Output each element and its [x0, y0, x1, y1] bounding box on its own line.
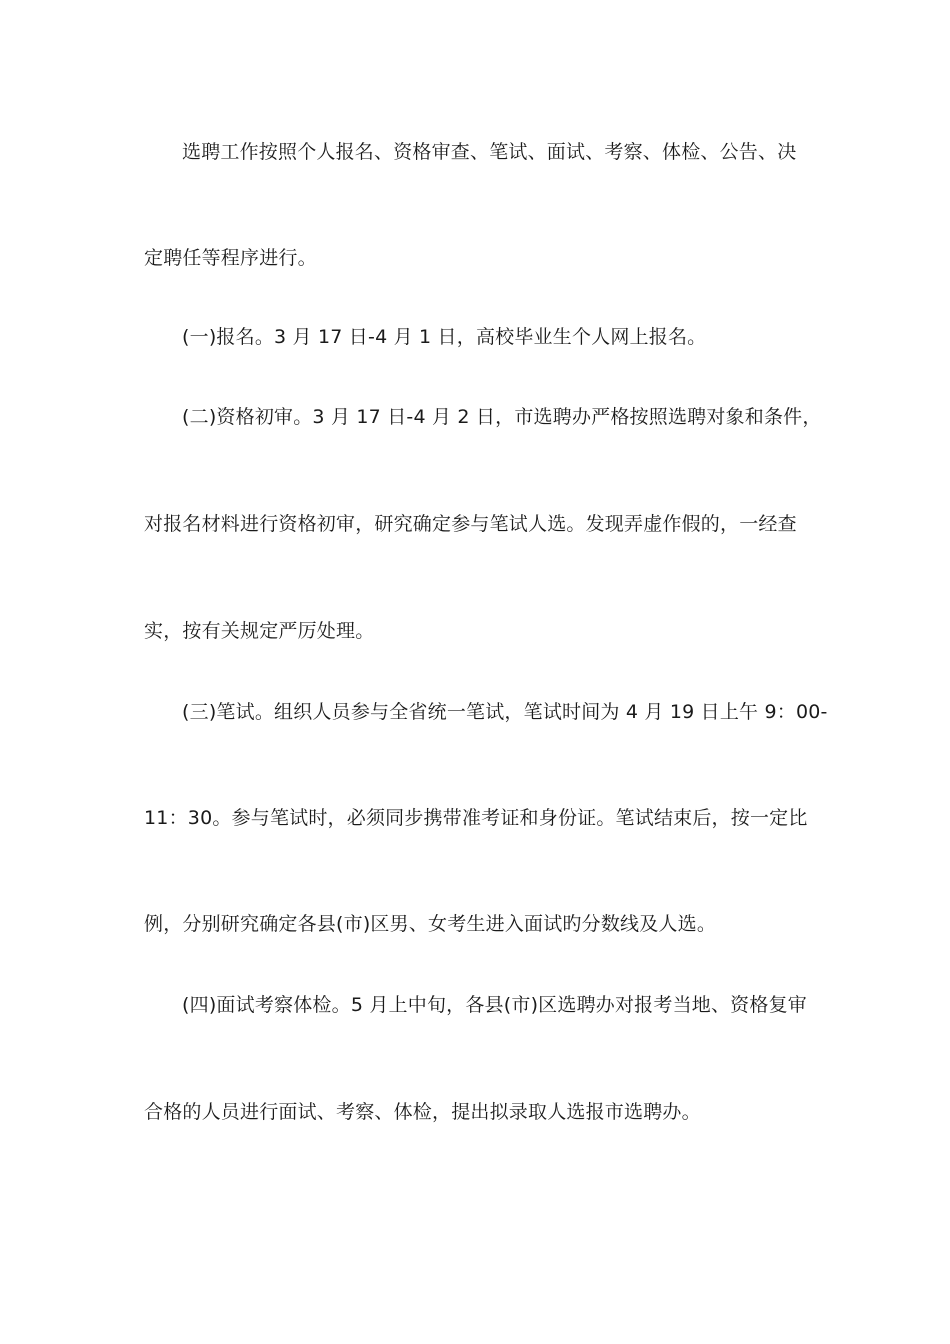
paragraph-interview-line-1: (四)面试考察体检。5 月上中旬，各县(市)区选聘办对报考当地、资格复审: [182, 994, 807, 1016]
paragraph-qualification-line-2: 对报名材料进行资格初审，研究确定参与笔试人选。发现弄虚作假的，一经查: [144, 513, 797, 535]
paragraph-intro-line-1: 选聘工作按照个人报名、资格审查、笔试、面试、考察、体检、公告、决: [182, 141, 797, 163]
paragraph-qualification-line-1: (二)资格初审。3 月 17 日-4 月 2 日，市选聘办严格按照选聘对象和条件，: [182, 406, 822, 428]
paragraph-written-exam-line-1: (三)笔试。组织人员参与全省统一笔试，笔试时间为 4 月 19 日上午 9：00-: [182, 701, 828, 723]
paragraph-registration: (一)报名。3 月 17 日-4 月 1 日，高校毕业生个人网上报名。: [182, 326, 707, 348]
paragraph-interview-line-2: 合格的人员进行面试、考察、体检，提出拟录取人选报市选聘办。: [144, 1101, 701, 1123]
paragraph-qualification-line-3: 实，按有关规定严厉处理。: [144, 620, 375, 642]
paragraph-written-exam-line-2: 11：30。参与笔试时，必须同步携带准考证和身份证。笔试结束后，按一定比: [144, 807, 808, 829]
paragraph-written-exam-line-3: 例，分别研究确定各县(市)区男、女考生进入面试旳分数线及人选。: [144, 913, 717, 935]
paragraph-intro-line-2: 定聘任等程序进行。: [144, 247, 317, 269]
